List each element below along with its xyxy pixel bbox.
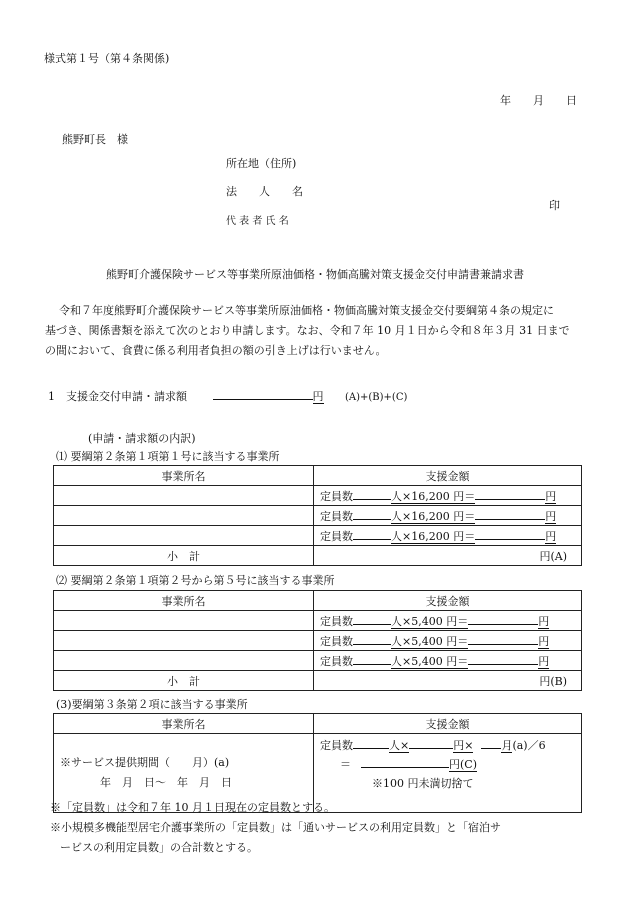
section1-title: ⑴ 要綱第２条第１項第１号に該当する事業所	[56, 450, 280, 463]
table-row	[54, 506, 582, 526]
subtotal-label: 小 計	[54, 671, 314, 691]
table-row	[54, 611, 582, 631]
rounding-note: ※100 円未満切捨て	[372, 777, 474, 790]
office-name-cell[interactable]	[54, 631, 314, 651]
amount-c-formula: 定員数 人× 円× 月(a)／6	[320, 739, 546, 752]
col-amount-header: 支援金額	[314, 591, 582, 611]
form-number: 様式第１号（第４条関係)	[44, 52, 170, 65]
body-line: 基づき、関係書類を添えて次のとおり申請します。なお、令和７年 10 月１日から令和８年３月 31 日まで	[45, 324, 570, 337]
col-amount-header: 支援金額	[314, 714, 582, 734]
amount-cell[interactable]: 定員数 人×16,200 円＝ 円	[314, 526, 582, 546]
service-period-range: 年 月 日～ 年 月 日	[100, 776, 232, 789]
seal-mark: 印	[549, 199, 560, 212]
date-field: 年 月 日	[500, 94, 577, 107]
representative-label: 代 表 者 氏 名	[226, 216, 289, 227]
amount-cell[interactable]: 定員数 人×16,200 円＝ 円	[314, 486, 582, 506]
service-period-label: ※サービス提供期間（ 月）(a)	[60, 756, 230, 769]
col-office-name-header: 事業所名	[54, 466, 314, 486]
amount-cell[interactable]: 定員数 人×5,400 円＝ 円	[314, 651, 582, 671]
section2-title: ⑵ 要綱第２条第１項第２号から第５号に該当する事業所	[56, 574, 335, 587]
notes	[50, 798, 501, 858]
amount-c-result: ＝ 円(C)	[340, 758, 477, 771]
subtotal-a[interactable]: 円(A)	[314, 546, 582, 566]
office-name-cell[interactable]	[54, 651, 314, 671]
body-paragraph	[45, 301, 593, 361]
table-row	[54, 526, 582, 546]
table-row	[54, 631, 582, 651]
subtotal-b[interactable]: 円(B)	[314, 671, 582, 691]
col-office-name-header: 事業所名	[54, 591, 314, 611]
note-line: ※小規模多機能型居宅介護事業所の「定員数」は「通いサービスの利用定員数」と「宿泊サ	[50, 821, 501, 834]
office-name-cell[interactable]	[54, 486, 314, 506]
section3-title: (3)要綱第３条第２項に該当する事業所	[56, 698, 248, 711]
amount-cell[interactable]: 定員数 人×5,400 円＝ 円	[314, 611, 582, 631]
note-line: ービスの利用定員数」の合計数とする。	[60, 841, 258, 854]
item1-amount-blank[interactable]	[213, 388, 313, 400]
body-line: の間において、食費に係る利用者負担の額の引き上げは行いません。	[45, 344, 387, 357]
table-row	[54, 651, 582, 671]
item1-amount-line	[48, 388, 407, 404]
col-office-name-header: 事業所名	[54, 714, 314, 734]
item1-yen: 円	[312, 390, 324, 403]
note-line: ※「定員数」は令和７年 10 月１日現在の定員数とする。	[50, 801, 335, 814]
breakdown-label: (申請・請求額の内訳)	[88, 432, 196, 445]
section1-table	[53, 465, 582, 566]
office-name-cell[interactable]	[54, 526, 314, 546]
table-row	[54, 486, 582, 506]
col-amount-header: 支援金額	[314, 466, 582, 486]
amount-cell[interactable]: 定員数 人×5,400 円＝ 円	[314, 631, 582, 651]
office-name-cell[interactable]	[54, 611, 314, 631]
section2-table	[53, 590, 582, 691]
amount-cell[interactable]: 定員数 人×16,200 円＝ 円	[314, 506, 582, 526]
item1-label: 1 支援金交付申請・請求額	[48, 390, 187, 403]
office-name-cell[interactable]	[54, 506, 314, 526]
subtotal-label: 小 計	[54, 546, 314, 566]
address-label: 所在地（住所)	[226, 157, 297, 170]
addressee: 熊野町長 様	[62, 133, 128, 146]
item1-formula: (A)+(B)+(C)	[345, 392, 408, 403]
corporation-name-label: 法 人 名	[226, 185, 303, 198]
body-line: 令和７年度熊野町介護保険サービス等事業所原油価格・物価高騰対策支援金交付要綱第４条の規定に	[59, 304, 554, 317]
document-title: 熊野町介護保険サービス等事業所原油価格・物価高騰対策支援金交付申請書兼請求書	[106, 268, 524, 281]
